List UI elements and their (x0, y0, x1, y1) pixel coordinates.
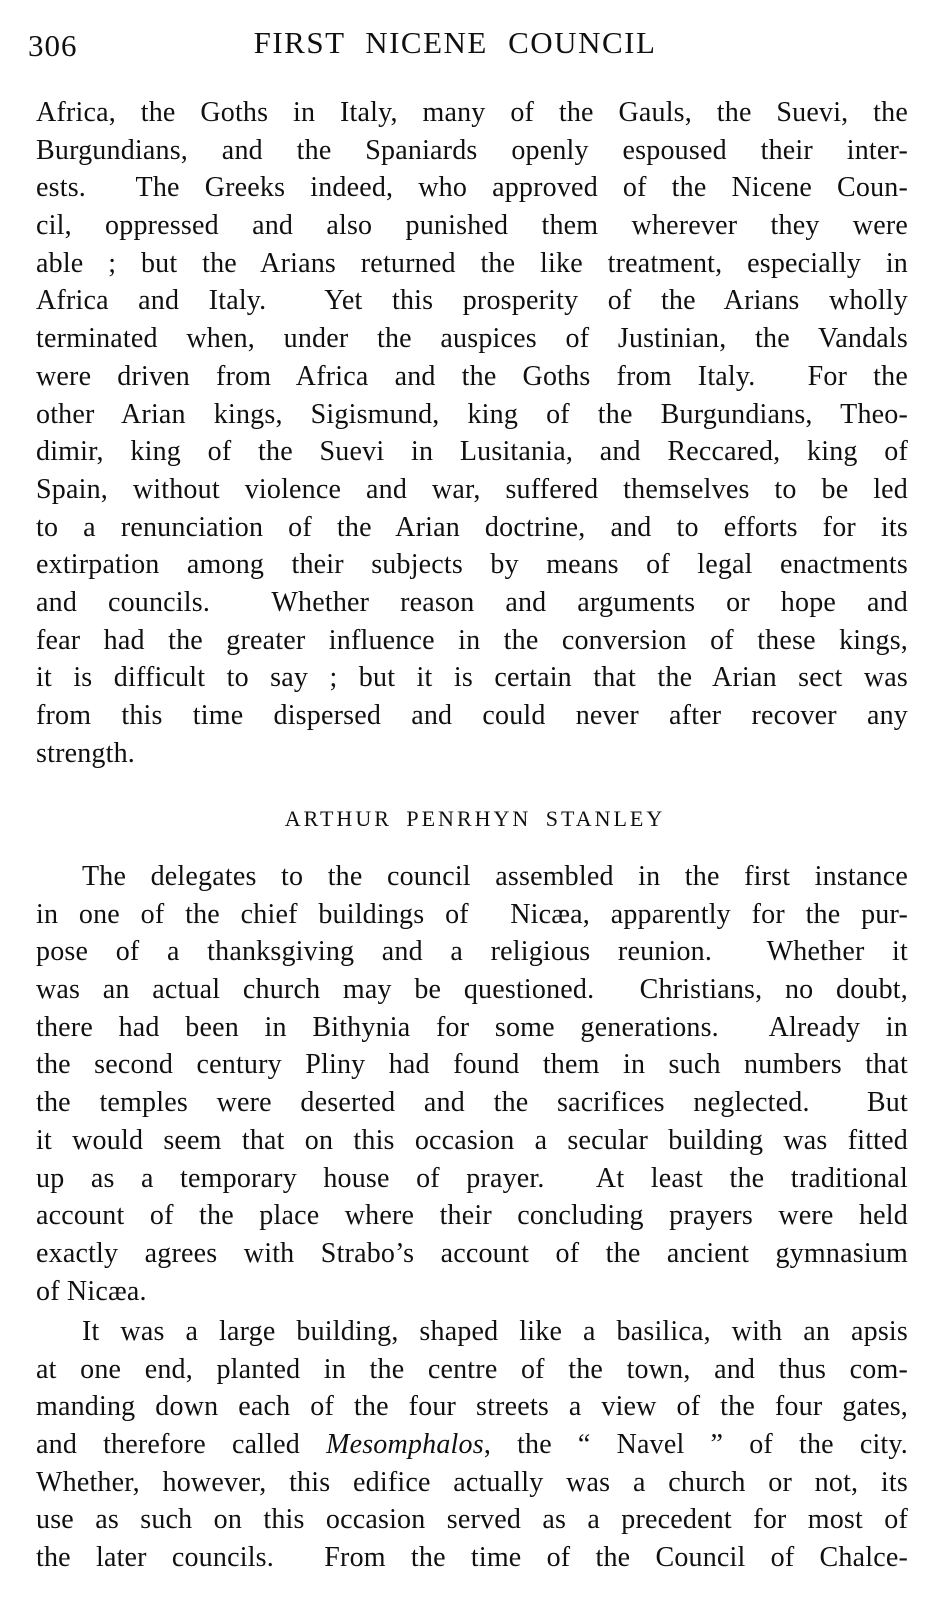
text-line: were driven from Africa and the Goths from Italy. For the (36, 360, 908, 392)
text-line: use as such on this occasion served as a precedent for most of (36, 1504, 908, 1536)
italic-term: Mesomphalos (326, 1429, 484, 1461)
text-line: and therefore called Mesomphalos, the “ Navel ” of the city. (36, 1429, 908, 1461)
text-line: was an actual church may be questioned. Christians, no doubt, (36, 974, 908, 1006)
text-line: from this time dispersed and could never after recover any (36, 700, 908, 731)
text-line: manding down each of the four streets a view of the four gates, (36, 1391, 908, 1423)
paragraph-arian-kings (36, 94, 908, 772)
paragraph-basilica (36, 1313, 908, 1577)
text-line: It was a large building, shaped like a basilica, with an apsis (82, 1316, 908, 1347)
text-line: Africa, the Goths in Italy, many of the Gauls, the Suevi, the (36, 97, 908, 128)
text-line: of Nicæa. (36, 1275, 147, 1307)
text-line: able ; but the Arians returned the like treatment, especially in (36, 247, 908, 279)
text-line: the second century Pliny had found them in such numbers that (36, 1049, 908, 1081)
text-line: exactly agrees with Strabo’s account of the ancient gymnasium (36, 1237, 908, 1269)
text-line: pose of a thanksgiving and a religious reunion. Whether it (36, 936, 908, 968)
text-line: Africa and Italy. Yet this prosperity of the Arians wholly (36, 285, 908, 317)
running-header-title: FIRST NICENE COUNCIL (253, 25, 657, 60)
text-line: The delegates to the council assembled in the first instance (82, 861, 908, 892)
text-line: the later councils. From the time of the Council of Chalce- (36, 1542, 908, 1574)
text-line: strength. (36, 737, 136, 769)
paragraph-delegates (36, 858, 908, 1310)
text-line: at one end, planted in the centre of the town, and thus com- (36, 1353, 908, 1385)
text-line: up as a temporary house of prayer. At least the traditional (36, 1162, 908, 1194)
text-line: extirpation among their subjects by means of legal enactments (36, 549, 908, 581)
text-line: in one of the chief buildings of Nicæa, apparently for the pur- (36, 898, 908, 930)
text-line: dimir, king of the Suevi in Lusitania, and Reccared, king of (36, 436, 908, 468)
text-line: to a renunciation of the Arian doctrine, and to efforts for its (36, 511, 908, 543)
text-line: Whether, however, this edifice actually was a church or not, its (36, 1466, 908, 1498)
text-line: fear had the greater influence in the conversion of these kings, (36, 624, 908, 656)
text-line: Burgundians, and the Spaniards openly espoused their inter- (36, 134, 908, 166)
text-line: other Arian kings, Sigismund, king of the Burgundians, Theo- (36, 398, 908, 430)
text-line: it is difficult to say ; but it is certain that the Arian sect was (36, 662, 908, 694)
text-line: terminated when, under the auspices of Justinian, the Vandals (36, 323, 908, 355)
text-line: ests. The Greeks indeed, who approved of the Nicene Coun- (36, 172, 908, 204)
text-line: there had been in Bithynia for some generations. Already in (36, 1011, 908, 1043)
text-line: and councils. Whether reason and arguments or hope and (36, 586, 908, 618)
text-line: Spain, without violence and war, suffered themselves to be led (36, 473, 908, 505)
text-line: it would seem that on this occasion a secular building was fitted (36, 1124, 908, 1156)
page-number: 306 (28, 28, 78, 63)
section-author-heading: ARTHUR PENRHYN STANLEY (284, 806, 666, 831)
text-line: the temples were deserted and the sacrifices neglected. But (36, 1087, 908, 1119)
text-line: cil, oppressed and also punished them wherever they were (36, 210, 908, 242)
text-line: account of the place where their concluding prayers were held (36, 1200, 908, 1232)
